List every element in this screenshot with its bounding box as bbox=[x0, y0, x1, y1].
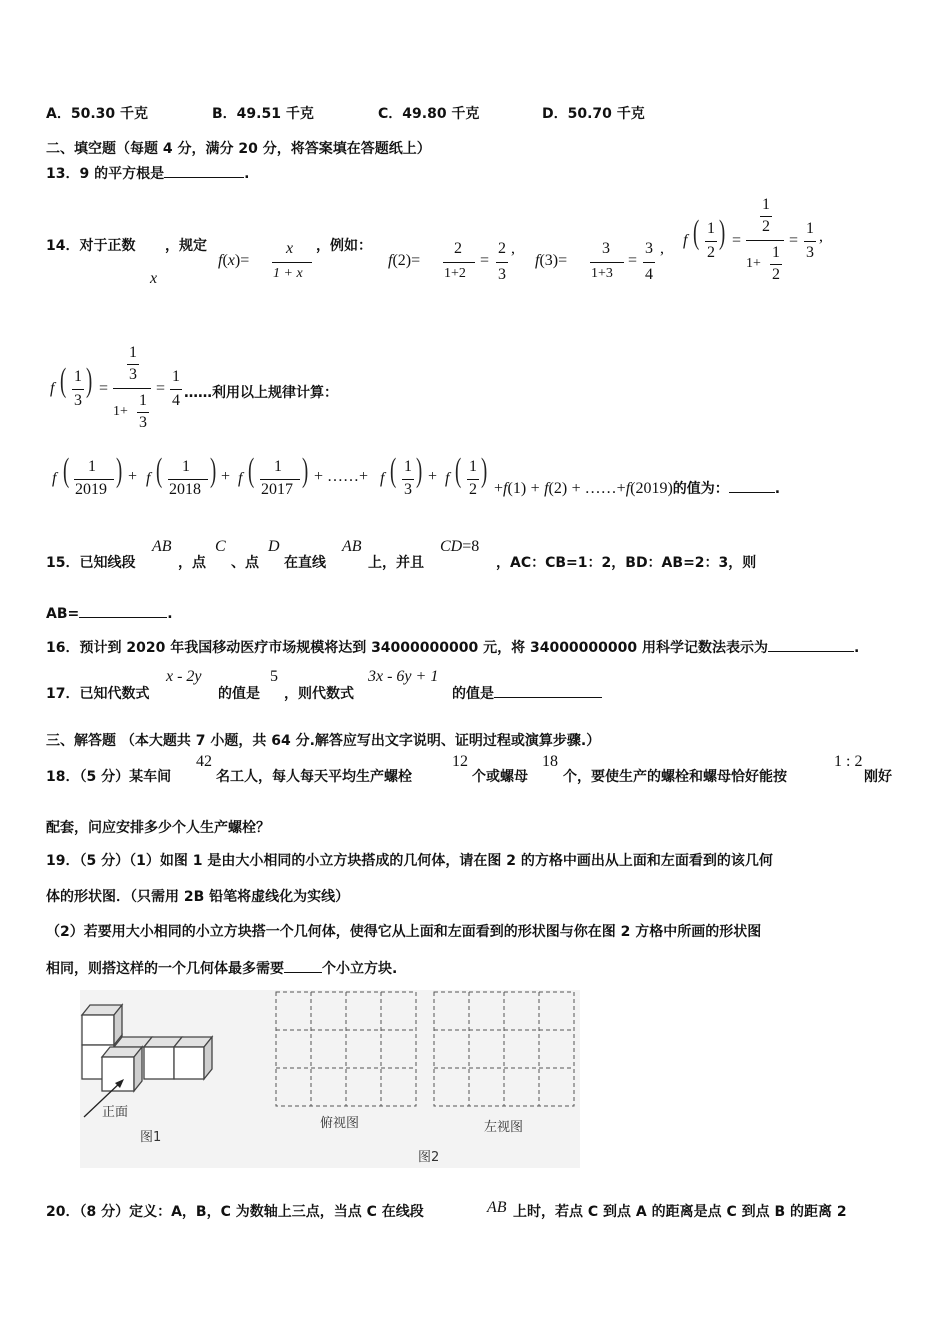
q16: 16．预计到 2020 年我国移动医疗市场规模将达到 34000000000 元，将 34000000000 用科学记数法表示为 . bbox=[46, 637, 859, 657]
fhalf-arg-den: 2 bbox=[707, 244, 715, 261]
option-c: C．49.80 千克 bbox=[378, 106, 480, 122]
fthird-eq2: = bbox=[156, 380, 166, 397]
q17-mid2: ，则代数式 bbox=[284, 686, 354, 702]
fig2-label: 图2 bbox=[418, 1150, 440, 1165]
fhalf-eq1: = bbox=[732, 232, 742, 249]
q15-pointc: ，点 bbox=[178, 555, 206, 571]
f3-bar bbox=[590, 262, 624, 263]
formula-f3: f(3)= bbox=[535, 252, 568, 269]
f3-res-den: 4 bbox=[645, 266, 653, 283]
option-d: D．50.70 千克 bbox=[542, 106, 645, 122]
q15-c: C bbox=[215, 538, 226, 555]
fthird-eq1: = bbox=[99, 380, 109, 397]
fhalf-rparen: ) bbox=[719, 214, 726, 251]
q18-ratio: 1 : 2 bbox=[834, 753, 863, 770]
s5-lparen: ( bbox=[455, 452, 462, 489]
q13-tail: . bbox=[244, 166, 250, 182]
fhalf-f: f bbox=[683, 232, 688, 249]
q14-example: ，例如： bbox=[316, 238, 372, 254]
q15-ratio: ，AC：CB=1：2，BD：AB=2：3，则 bbox=[496, 555, 757, 571]
s1-lparen: ( bbox=[63, 452, 70, 489]
q17-intro: 17．已知代数式 bbox=[46, 686, 150, 702]
s2-num: 1 bbox=[182, 458, 190, 475]
fthird-n-den: 3 bbox=[129, 366, 137, 383]
section2-heading: 二、填空题（每题 4 分，满分 20 分，将答案填在答题纸上） bbox=[46, 141, 431, 157]
fx-num: x bbox=[286, 240, 294, 257]
s3-den: 2017 bbox=[261, 481, 293, 498]
left-view-grid bbox=[432, 990, 578, 1110]
s6-tail: +f(1) + f(2) + ……+f(2019)的值为： . bbox=[494, 480, 781, 497]
s2-rparen: ) bbox=[210, 452, 217, 489]
fthird-d-den: 3 bbox=[139, 414, 147, 431]
fx-bar bbox=[272, 262, 312, 263]
q18-n12: 12 bbox=[452, 753, 468, 770]
fhalf-onep: 1+ bbox=[746, 256, 761, 271]
q14-var-x: x bbox=[150, 270, 158, 287]
q13-text: 13．9 的平方根是 bbox=[46, 166, 165, 182]
f2-res-den: 3 bbox=[498, 266, 506, 283]
q17-expr1: x - 2y bbox=[166, 668, 202, 685]
s3-dots: + ……+ bbox=[314, 468, 369, 485]
fx-den: 1 + x bbox=[273, 266, 303, 281]
fhalf-d-den: 2 bbox=[772, 266, 780, 283]
q17-blank bbox=[494, 683, 602, 698]
f2-res-num: 2 bbox=[498, 240, 506, 257]
s2-plus: + bbox=[221, 468, 231, 485]
top-view-grid bbox=[274, 990, 420, 1110]
q13 bbox=[46, 163, 249, 183]
formula-f2: f(2)= bbox=[388, 252, 421, 269]
s1-rparen: ) bbox=[116, 452, 123, 489]
left-view-label: 左视图 bbox=[484, 1120, 524, 1135]
q15-intro: 15．已知线段 bbox=[46, 555, 136, 571]
s5-rparen: ) bbox=[481, 452, 488, 489]
fhalf-n-bar bbox=[760, 216, 772, 217]
section3-heading: 三、解答题 （本大题共 7 小题，共 64 分.解答应写出文字说明、证明过程或演算步骤.） bbox=[46, 733, 601, 749]
f3-num: 3 bbox=[602, 240, 610, 257]
q13-blank bbox=[164, 163, 244, 178]
q15-ab: AB bbox=[152, 538, 172, 555]
q17-mid: 的值是 bbox=[218, 686, 260, 702]
q18-p3: 个或螺母 bbox=[472, 769, 528, 785]
q15-blank bbox=[79, 603, 167, 618]
s4-num: 1 bbox=[404, 458, 412, 475]
q20-p2: 上时，若点 C 到点 A 的距离是点 C 到点 B 的距离 2 bbox=[513, 1204, 847, 1220]
fhalf-res-bar bbox=[804, 241, 816, 242]
s1-den: 2019 bbox=[75, 481, 107, 498]
s1-bar bbox=[74, 479, 114, 480]
f3-eq: = bbox=[628, 252, 638, 269]
fthird-n-num: 1 bbox=[129, 344, 137, 361]
fhalf-main-bar bbox=[746, 240, 784, 241]
q14-rule: ，规定 bbox=[165, 238, 207, 254]
fhalf-d-num: 1 bbox=[772, 244, 780, 261]
fhalf-res-den: 3 bbox=[806, 244, 814, 261]
q18-n18: 18 bbox=[542, 753, 558, 770]
s2-lparen: ( bbox=[156, 452, 163, 489]
f2-den: 1+2 bbox=[444, 266, 466, 281]
s1-num: 1 bbox=[88, 458, 96, 475]
s4-f: f bbox=[380, 470, 385, 487]
s4-plus: + bbox=[428, 468, 438, 485]
q19-line2: 体的形状图．（只需用 2B 铅笔将虚线化为实线） bbox=[46, 889, 350, 905]
q18-p4: 个，要使生产的螺栓和螺母恰好能按 bbox=[563, 769, 787, 785]
q14-blank bbox=[729, 478, 775, 493]
fthird-f: f bbox=[50, 380, 55, 397]
comma1: , bbox=[511, 240, 515, 257]
s3-f: f bbox=[238, 470, 243, 487]
fhalf-arg-bar bbox=[705, 241, 717, 242]
q18-p5: 刚好 bbox=[864, 769, 892, 785]
s1-plus: + bbox=[128, 468, 138, 485]
fthird-main-bar bbox=[113, 388, 151, 389]
q18-n42: 42 bbox=[196, 753, 212, 770]
f2-num: 2 bbox=[454, 240, 462, 257]
fthird-res-den: 4 bbox=[172, 392, 180, 409]
q14-tail1: ……利用以上规律计算： bbox=[184, 385, 338, 401]
q18-p1: 18．（5 分）某车间 bbox=[46, 769, 172, 785]
s3-lparen: ( bbox=[248, 452, 255, 489]
fhalf-d-bar bbox=[770, 264, 782, 265]
fthird-arg-num: 1 bbox=[74, 368, 82, 385]
s3-num: 1 bbox=[274, 458, 282, 475]
formula-fx: f(x)= bbox=[218, 252, 250, 269]
s2-f: f bbox=[146, 470, 151, 487]
s3-rparen: ) bbox=[302, 452, 309, 489]
q15-ab2: AB bbox=[342, 538, 362, 555]
fhalf-arg-num: 1 bbox=[707, 220, 715, 237]
q18-p2: 名工人，每人每天平均生产螺栓 bbox=[216, 769, 412, 785]
s5-num: 1 bbox=[469, 458, 477, 475]
fthird-d-num: 1 bbox=[139, 392, 147, 409]
s4-rparen: ) bbox=[416, 452, 423, 489]
fthird-res-bar bbox=[170, 389, 182, 390]
s4-den: 3 bbox=[404, 481, 412, 498]
q20-ab: AB bbox=[487, 1199, 507, 1216]
fthird-onep: 1+ bbox=[113, 404, 128, 419]
f2-eq: = bbox=[480, 252, 490, 269]
fthird-d-bar bbox=[137, 412, 149, 413]
s3-bar bbox=[260, 479, 300, 480]
s1-f: f bbox=[52, 470, 57, 487]
q19-line4: 相同，则搭这样的一个几何体最多需要 个小立方块. bbox=[46, 958, 397, 978]
s5-bar bbox=[467, 479, 479, 480]
fthird-lparen: ( bbox=[60, 362, 67, 399]
f3-res-num: 3 bbox=[645, 240, 653, 257]
fthird-n-bar bbox=[127, 364, 139, 365]
q19-line1: 19．（5 分）（1）如图 1 是由大小相同的小立方块搭成的几何体，请在图 2 的方格中画出从上面和左面看到的该几何 bbox=[46, 853, 773, 869]
option-a: A．50.30 千克 bbox=[46, 106, 148, 122]
fthird-arg-bar bbox=[72, 389, 84, 390]
q19-line3: （2）若要用大小相同的小立方块搭一个几何体，使得它从上面和左面看到的形状图与你在图 2 方格中所画的形状图 bbox=[46, 924, 762, 940]
q15-d: D bbox=[268, 538, 280, 555]
fthird-res-num: 1 bbox=[172, 368, 180, 385]
q15-on: 上，并且 bbox=[368, 555, 424, 571]
fthird-rparen: ) bbox=[86, 362, 93, 399]
s2-den: 2018 bbox=[169, 481, 201, 498]
q17-val: 5 bbox=[270, 668, 278, 685]
fig1-label: 图1 bbox=[140, 1130, 162, 1145]
q15-cd8: CD=8 bbox=[440, 538, 480, 555]
fhalf-lparen: ( bbox=[693, 214, 700, 251]
q15-pointd: 、点 bbox=[231, 555, 259, 571]
f2-res-bar bbox=[496, 262, 508, 263]
s5-f: f bbox=[445, 470, 450, 487]
q17-tail: 的值是 bbox=[452, 683, 602, 703]
fhalf-eq2: = bbox=[789, 232, 799, 249]
q17-expr2: 3x - 6y + 1 bbox=[368, 668, 439, 685]
q16-blank bbox=[768, 637, 854, 652]
comma3: , bbox=[819, 228, 823, 245]
q15-online: 在直线 bbox=[284, 555, 326, 571]
q18-line2: 配套，问应安排多少个人生产螺栓？ bbox=[46, 820, 270, 836]
f3-res-bar bbox=[643, 262, 655, 263]
fhalf-res-num: 1 bbox=[806, 220, 814, 237]
front-label: 正面 bbox=[102, 1105, 129, 1120]
fhalf-n-num: 1 bbox=[762, 196, 770, 213]
comma2: , bbox=[660, 240, 664, 257]
option-b: B．49.51 千克 bbox=[212, 106, 314, 122]
top-view-label: 俯视图 bbox=[320, 1116, 360, 1131]
fthird-arg-den: 3 bbox=[74, 392, 82, 409]
s5-den: 2 bbox=[469, 481, 477, 498]
s2-bar bbox=[168, 479, 208, 480]
q20-p1: 20．（8 分）定义：A，B，C 为数轴上三点，当点 C 在线段 bbox=[46, 1204, 424, 1220]
q14-intro: 14．对于正数 bbox=[46, 238, 136, 254]
f3-den: 1+3 bbox=[591, 266, 613, 281]
s4-lparen: ( bbox=[390, 452, 397, 489]
q15-answer: AB= . bbox=[46, 603, 173, 622]
f2-bar bbox=[443, 262, 475, 263]
s4-bar bbox=[402, 479, 414, 480]
fhalf-n-den: 2 bbox=[762, 218, 770, 235]
q19-blank bbox=[284, 958, 322, 973]
